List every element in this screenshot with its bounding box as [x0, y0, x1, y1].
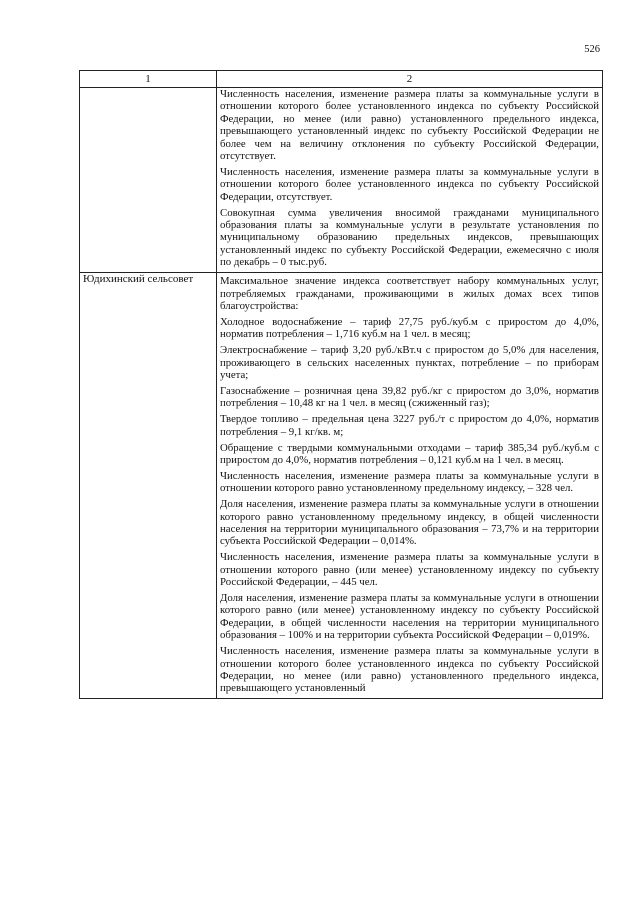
paragraph: Численность населения, изменение размера платы за коммунальные услуги в отношении которого более установленного индекса по субъекту Российской Федерации, но менее (или равно) установленного предельного индекса, превышающего установленный	[220, 645, 599, 695]
table-row	[80, 88, 603, 273]
paragraph: Численность населения, изменение размера платы за коммунальные услуги в отношении которого более установленного индекса по субъекту Российской Федерации, но менее (или равно) установленного предельного индекса, превышающего установленный индекс по субъекту Российской Федерации не более чем на величину отклонения по субъекту Российской Федерации, отсутствует.	[220, 88, 599, 163]
column-header-1: 1	[80, 71, 217, 88]
row-name-cell: Юдихинский сельсовет	[80, 273, 217, 699]
paragraph: Численность населения, изменение размера платы за коммунальные услуги в отношении которого равно установленному предельному индексу, – 328 чел.	[220, 469, 599, 495]
paragraph: Совокупная сумма увеличения вносимой гражданами муниципального образования платы за коммунальные услуги в результате установления по муниципальному образованию предельных индексов, превышающих установленный индекс по субъекту Российской Федерации, ежемесячно с июля по декабрь – 0 тыс.руб.	[220, 206, 599, 269]
row-content-cell	[217, 273, 603, 699]
paragraph: Обращение с твердыми коммунальными отходами – тариф 385,34 руб./куб.м с приростом до 4,0%, норматив потребления – 0,121 куб.м на 1 чел. в месяц.	[220, 441, 599, 466]
paragraph: Доля населения, изменение размера платы за коммунальные услуги в отношении которого равно (или менее) установленному индексу по субъекту Российской Федерации, в общей численности населения на территории муниципального образования – 100% и на территории субъекта Российской Федерации – 0,019%.	[220, 592, 599, 642]
table-row	[80, 273, 603, 699]
paragraph: Численность населения, изменение размера платы за коммунальные услуги в отношении которого более установленного индекса по субъекту Российской Федерации, отсутствует.	[220, 165, 599, 203]
data-table	[79, 70, 603, 699]
paragraph: Твердое топливо – предельная цена 3227 руб./т с приростом до 4,0%, норматив потребления – 9,1 кг/кв. м;	[220, 413, 599, 438]
row-content-cell	[217, 88, 603, 273]
column-header-2: 2	[217, 71, 603, 88]
paragraph: Максимальное значение индекса соответствует набору коммунальных услуг, потребляемых гражданами, проживающими в жилых домах всех типов благоустройства:	[220, 275, 599, 312]
paragraph: Электроснабжение – тариф 3,20 руб./кВт.ч с приростом до 5,0% для населения, проживающего в сельских населенных пунктах, потребление – по приборам учета;	[220, 344, 599, 382]
row-name-cell	[80, 88, 217, 273]
paragraph: Доля населения, изменение размера платы за коммунальные услуги в отношении которого равно установленному предельному индексу, в общей численности населения на территории муниципального образования – 73,7% и на территории субъекта Российской Федерации – 0,014%.	[220, 498, 599, 548]
paragraph: Газоснабжение – розничная цена 39,82 руб./кг с приростом до 3,0%, норматив потребления – 10,48 кг на 1 чел. в месяц (сжиженный газ);	[220, 384, 599, 410]
paragraph: Холодное водоснабжение – тариф 27,75 руб./куб.м с приростом до 4,0%, норматив потребления – 1,716 куб.м на 1 чел. в месяц;	[220, 315, 599, 341]
page-number: 526	[584, 44, 600, 55]
paragraph: Численность населения, изменение размера платы за коммунальные услуги в отношении которого равно (или менее) установленному индексу по субъекту Российской Федерации, – 445 чел.	[220, 551, 599, 589]
table-header-row	[80, 71, 603, 88]
